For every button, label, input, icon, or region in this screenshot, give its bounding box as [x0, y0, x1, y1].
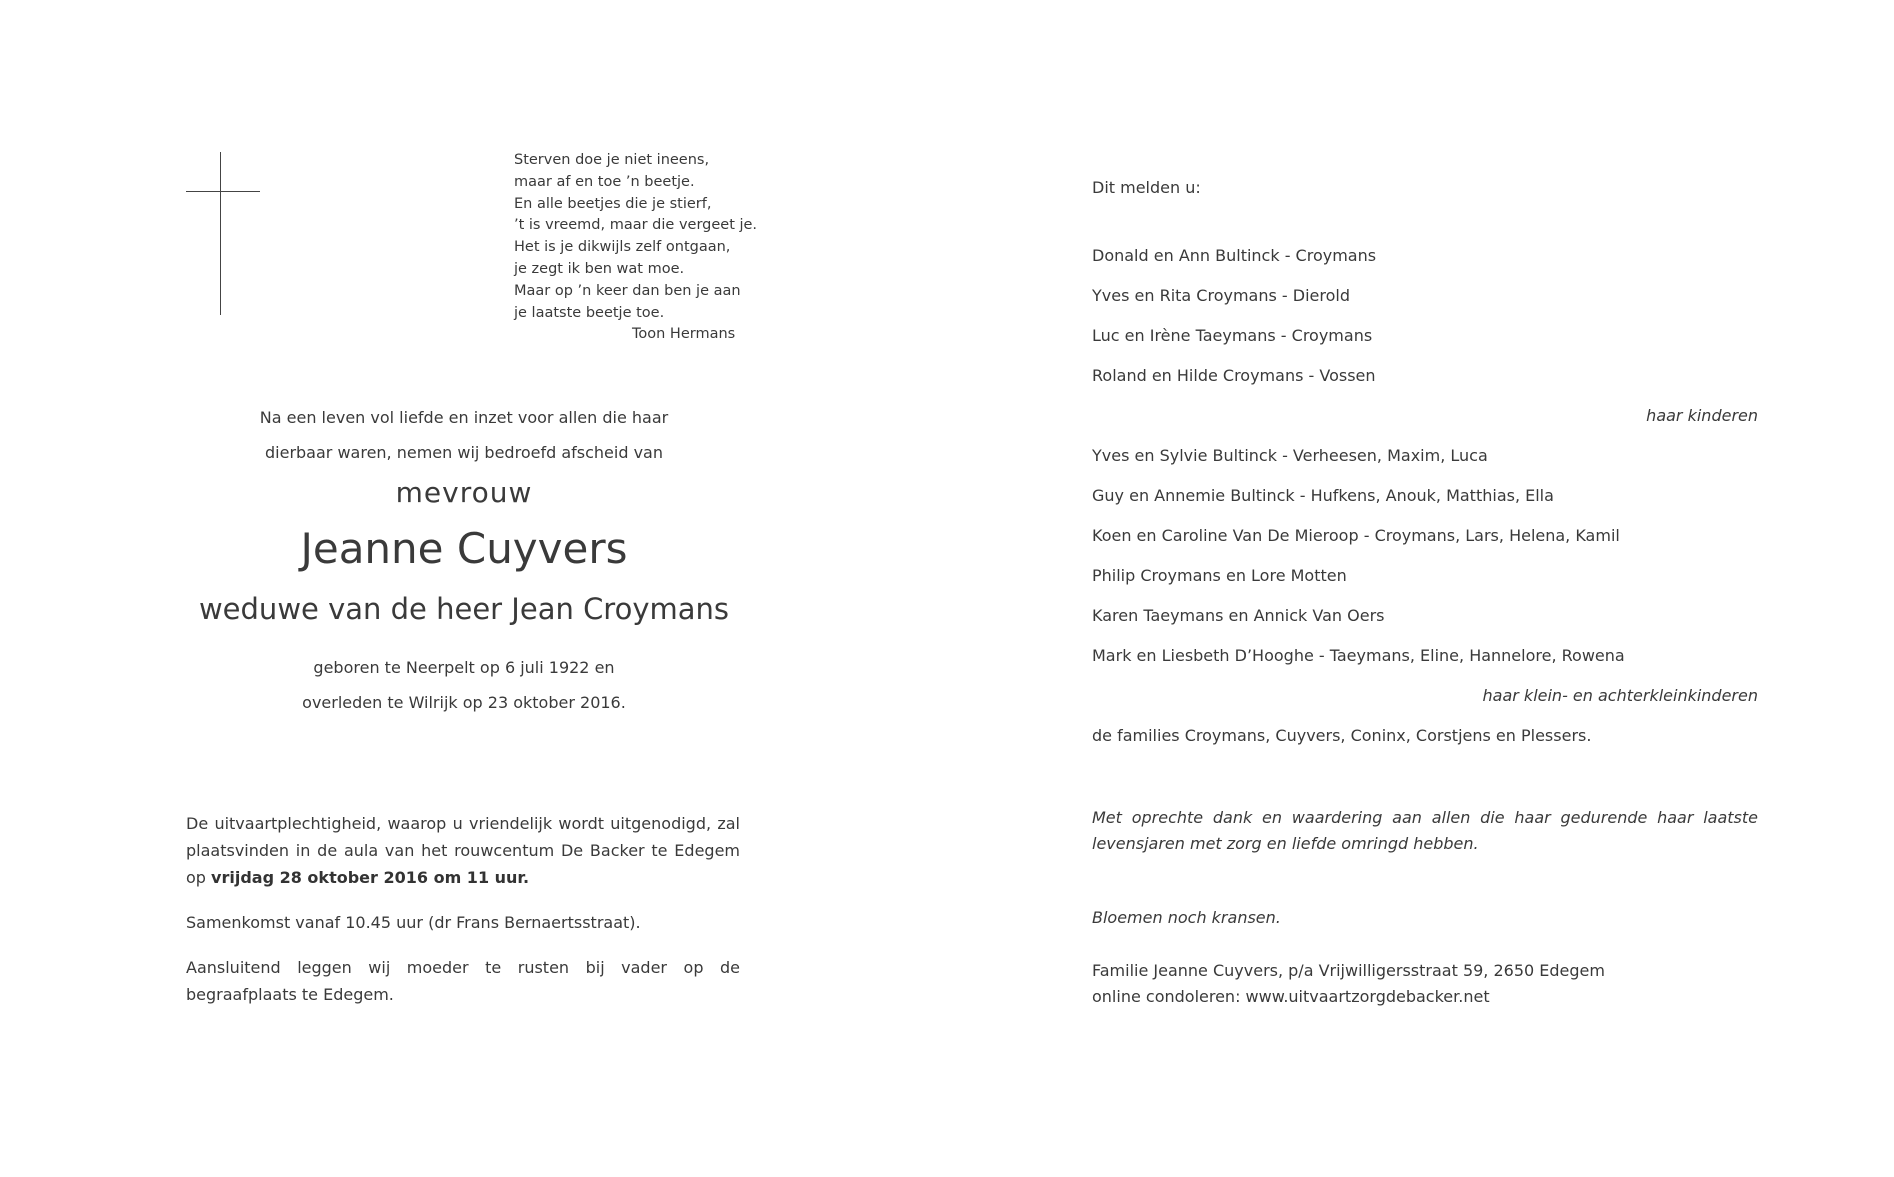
burial-paragraph: Aansluitend leggen wij moeder te rusten bij vader op de begraafplaats te Edegem. — [186, 958, 740, 1004]
widow-of: weduwe van de heer Jean Croymans — [198, 592, 730, 626]
families-entry: de families Croymans, Cuyvers, Coninx, Corstjens en Plessers. — [1092, 726, 1592, 745]
poem-line: maar af en toe ’n beetje. — [514, 173, 695, 190]
grandchildren-label: haar klein- en achterkleinkinderen — [1482, 686, 1758, 705]
born-line: geboren te Neerpelt op 6 juli 1922 en — [313, 658, 615, 677]
child-entry: Roland en Hilde Croymans - Vossen — [1092, 366, 1376, 385]
died-line: overleden te Wilrijk op 23 oktober 2016. — [302, 693, 626, 712]
poem-line: En alle beetjes die je stierf, — [514, 195, 712, 212]
intro-line: dierbaar waren, nemen wij bedroefd afscheid van — [265, 443, 663, 462]
funeral-info — [186, 810, 740, 1026]
poem-line: Het is je dikwijls zelf ontgaan, — [514, 239, 731, 256]
grandchild-entry: Philip Croymans en Lore Motten — [1092, 566, 1347, 585]
poem-line: Maar op ’n keer dan ben je aan — [514, 282, 741, 299]
poem-line: ’t is vreemd, maar die vergeet je. — [514, 217, 758, 234]
poem-line: je zegt ik ben wat moe. — [514, 260, 685, 277]
grandchild-entry: Koen en Caroline Van De Mieroop - Croymans, Lars, Helena, Kamil — [1092, 526, 1620, 545]
child-entry: Yves en Rita Croymans - Dierold — [1092, 286, 1350, 305]
grandchild-entry: Karen Taeymans en Annick Van Oers — [1092, 606, 1385, 625]
grandchild-entry: Mark en Liesbeth D’Hooghe - Taeymans, Eline, Hannelore, Rowena — [1092, 646, 1625, 665]
title-mevrouw: mevrouw — [395, 476, 533, 509]
poem-line: je laatste beetje toe. — [514, 304, 665, 321]
gathering-paragraph: Samenkomst vanaf 10.45 uur (dr Frans Bernaertsstraat). — [186, 913, 641, 932]
grandchild-entry: Guy en Annemie Bultinck - Hufkens, Anouk, Matthias, Ella — [1092, 486, 1554, 505]
cross-icon — [220, 152, 221, 315]
life-dates — [186, 650, 742, 720]
contact-online: online condoleren: www.uitvaartzorgdebacker.net — [1092, 987, 1490, 1006]
ceremony-paragraph — [186, 810, 740, 891]
cross-icon-bar — [186, 191, 260, 192]
children-label: haar kinderen — [1646, 406, 1758, 425]
deceased-name: Jeanne Cuyvers — [300, 524, 628, 573]
contact-address: Familie Jeanne Cuyvers, p/a Vrijwilligersstraat 59, 2650 Edegem — [1092, 961, 1605, 980]
ceremony-date: vrijdag 28 oktober 2016 om 11 uur. — [211, 868, 530, 887]
thanks-text: Met oprechte dank en waardering aan allen die haar gedurende haar laatste levensjaren met zorg en liefde omringd hebben. — [1092, 808, 1758, 853]
child-entry: Donald en Ann Bultinck - Croymans — [1092, 246, 1377, 265]
flowers-note: Bloemen noch kransen. — [1092, 908, 1281, 927]
family-intro: Dit melden u: — [1092, 178, 1201, 197]
poem-author: Toon Hermans — [632, 326, 736, 343]
announcement-intro — [186, 400, 742, 470]
child-entry: Luc en Irène Taeymans - Croymans — [1092, 326, 1373, 345]
poem-line: Sterven doe je niet ineens, — [514, 152, 710, 168]
contact-info — [1092, 958, 1758, 1010]
poem — [514, 150, 774, 346]
intro-line: Na een leven vol liefde en inzet voor allen die haar — [259, 408, 669, 427]
grandchild-entry: Yves en Sylvie Bultinck - Verheesen, Maxim, Luca — [1092, 446, 1488, 465]
ceremony-text: De uitvaartplechtigheid, waarop u vriendelijk wordt uitgenodigd, zal plaatsvinden in de aula van het rouwcentum De Backer te Edegem op — [186, 814, 740, 887]
family-list — [1092, 236, 1758, 756]
